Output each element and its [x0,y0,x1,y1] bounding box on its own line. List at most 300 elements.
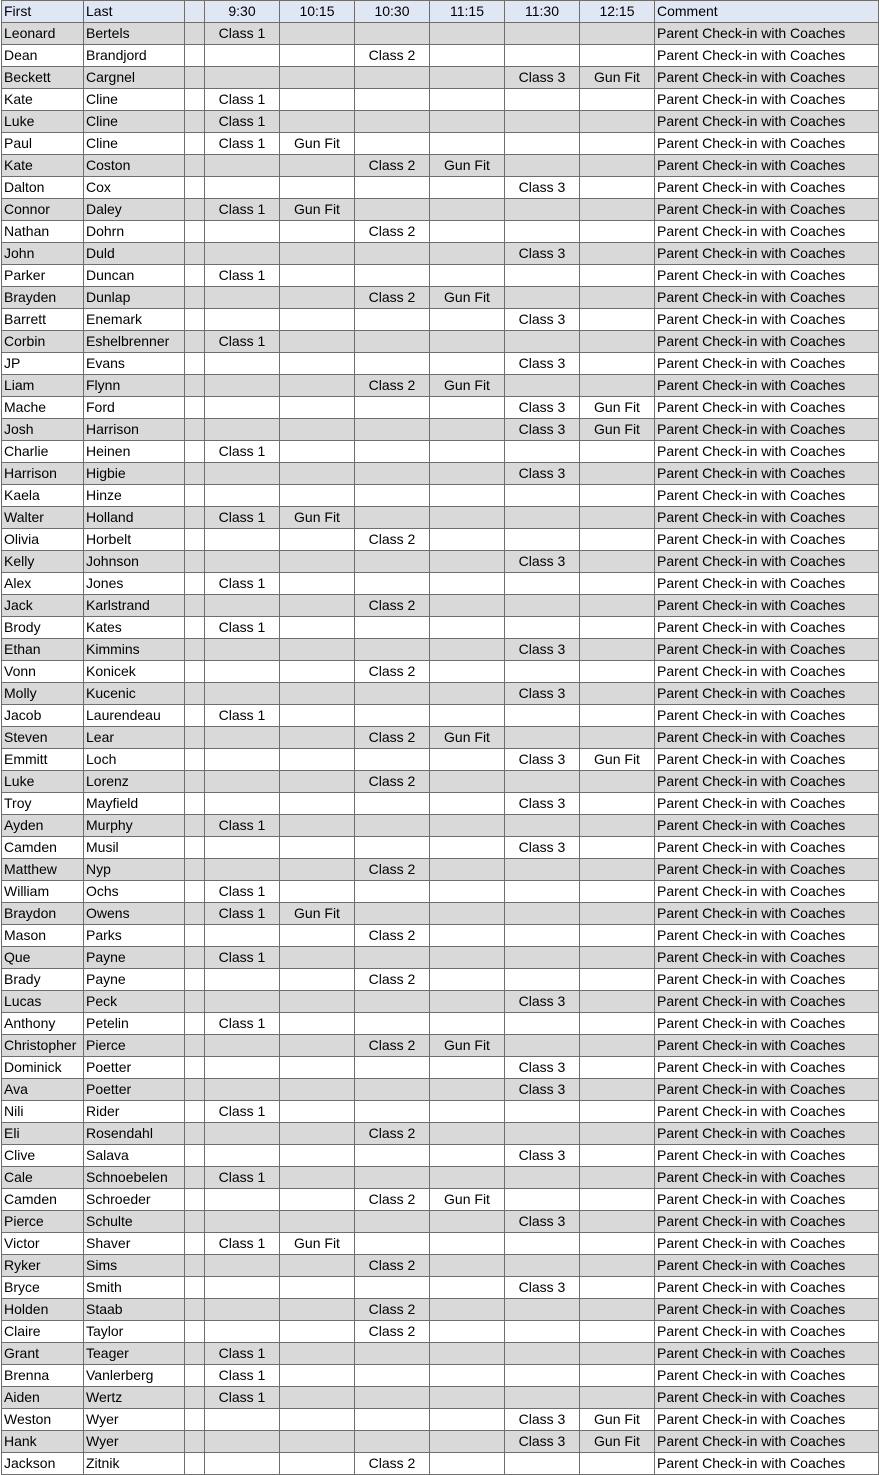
cell-slot-1130[interactable]: Class 3 [505,1145,580,1167]
cell-slot-1115[interactable] [430,947,505,969]
cell-first[interactable]: Luke [2,111,84,133]
cell-comment[interactable]: Parent Check-in with Coaches [655,23,879,45]
cell-slot-1130[interactable] [505,947,580,969]
cell-comment[interactable]: Parent Check-in with Coaches [655,243,879,265]
cell-slot-1215[interactable] [580,45,655,67]
cell-last[interactable]: Horbelt [84,529,185,551]
cell-first[interactable]: Clive [2,1145,84,1167]
cell-last[interactable]: Duncan [84,265,185,287]
cell-slot-930[interactable]: Class 1 [205,1387,280,1409]
cell-slot-930[interactable] [205,771,280,793]
cell-comment[interactable]: Parent Check-in with Coaches [655,1013,879,1035]
cell-slot-930[interactable]: Class 1 [205,815,280,837]
cell-comment[interactable]: Parent Check-in with Coaches [655,111,879,133]
cell-slot-1015[interactable] [280,991,355,1013]
cell-last[interactable]: Owens [84,903,185,925]
cell-first[interactable]: Kate [2,155,84,177]
cell-last[interactable]: Vanlerberg [84,1365,185,1387]
cell-slot-930[interactable] [205,1057,280,1079]
cell-comment[interactable]: Parent Check-in with Coaches [655,1233,879,1255]
cell-slot-1030[interactable] [355,1145,430,1167]
cell-first[interactable]: Corbin [2,331,84,353]
cell-comment[interactable]: Parent Check-in with Coaches [655,1167,879,1189]
cell-slot-1030[interactable] [355,353,430,375]
cell-last[interactable]: Laurendeau [84,705,185,727]
cell-slot-1130[interactable]: Class 3 [505,1409,580,1431]
cell-slot-1015[interactable] [280,309,355,331]
cell-last[interactable]: Dunlap [84,287,185,309]
cell-slot-1215[interactable] [580,1079,655,1101]
cell-slot-1015[interactable] [280,727,355,749]
cell-blank[interactable] [185,111,205,133]
cell-slot-1130[interactable]: Class 3 [505,991,580,1013]
cell-blank[interactable] [185,1123,205,1145]
cell-slot-930[interactable] [205,243,280,265]
cell-slot-1115[interactable] [430,639,505,661]
cell-slot-1215[interactable] [580,1189,655,1211]
cell-slot-1215[interactable] [580,485,655,507]
cell-slot-930[interactable] [205,1211,280,1233]
cell-slot-1015[interactable]: Gun Fit [280,903,355,925]
cell-slot-930[interactable] [205,727,280,749]
cell-first[interactable]: Que [2,947,84,969]
cell-slot-1130[interactable] [505,1035,580,1057]
cell-slot-1215[interactable] [580,793,655,815]
cell-slot-1130[interactable] [505,1453,580,1475]
cell-blank[interactable] [185,705,205,727]
cell-first[interactable]: Olivia [2,529,84,551]
cell-slot-1115[interactable] [430,1387,505,1409]
cell-slot-1130[interactable]: Class 3 [505,419,580,441]
cell-slot-1130[interactable] [505,375,580,397]
cell-slot-1115[interactable] [430,573,505,595]
cell-comment[interactable]: Parent Check-in with Coaches [655,1123,879,1145]
cell-first[interactable]: Leonard [2,23,84,45]
cell-slot-1130[interactable]: Class 3 [505,1079,580,1101]
cell-slot-1015[interactable] [280,1453,355,1475]
cell-last[interactable]: Brandjord [84,45,185,67]
cell-slot-1130[interactable] [505,331,580,353]
cell-slot-1030[interactable] [355,23,430,45]
cell-last[interactable]: Payne [84,969,185,991]
cell-slot-1130[interactable] [505,727,580,749]
cell-blank[interactable] [185,903,205,925]
cell-slot-1115[interactable] [430,331,505,353]
cell-slot-1015[interactable]: Gun Fit [280,133,355,155]
cell-last[interactable]: Mayfield [84,793,185,815]
cell-slot-1130[interactable]: Class 3 [505,793,580,815]
cell-first[interactable]: Kate [2,89,84,111]
cell-blank[interactable] [185,793,205,815]
cell-slot-1115[interactable] [430,1321,505,1343]
cell-slot-1030[interactable]: Class 2 [355,1255,430,1277]
cell-slot-930[interactable] [205,375,280,397]
cell-last[interactable]: Smith [84,1277,185,1299]
cell-comment[interactable]: Parent Check-in with Coaches [655,573,879,595]
cell-slot-930[interactable]: Class 1 [205,441,280,463]
cell-slot-1030[interactable] [355,397,430,419]
cell-slot-1215[interactable] [580,1343,655,1365]
cell-slot-1115[interactable]: Gun Fit [430,375,505,397]
cell-first[interactable]: Christopher [2,1035,84,1057]
cell-slot-1115[interactable] [430,991,505,1013]
cell-slot-1115[interactable] [430,1233,505,1255]
cell-blank[interactable] [185,529,205,551]
cell-blank[interactable] [185,133,205,155]
cell-slot-1215[interactable] [580,1299,655,1321]
cell-slot-1030[interactable]: Class 2 [355,1299,430,1321]
cell-slot-1130[interactable]: Class 3 [505,177,580,199]
cell-slot-1015[interactable]: Gun Fit [280,1233,355,1255]
cell-slot-930[interactable] [205,529,280,551]
cell-comment[interactable]: Parent Check-in with Coaches [655,133,879,155]
cell-blank[interactable] [185,199,205,221]
cell-comment[interactable]: Parent Check-in with Coaches [655,859,879,881]
cell-slot-1030[interactable]: Class 2 [355,529,430,551]
cell-slot-1215[interactable] [580,551,655,573]
cell-slot-1015[interactable] [280,1255,355,1277]
cell-slot-1115[interactable] [430,705,505,727]
cell-slot-1030[interactable] [355,551,430,573]
header-first[interactable]: First [2,1,84,23]
cell-slot-1130[interactable] [505,485,580,507]
cell-slot-1030[interactable] [355,1101,430,1123]
cell-first[interactable]: Kelly [2,551,84,573]
cell-slot-1115[interactable] [430,111,505,133]
cell-slot-1015[interactable] [280,1101,355,1123]
cell-comment[interactable]: Parent Check-in with Coaches [655,507,879,529]
cell-slot-1030[interactable]: Class 2 [355,969,430,991]
cell-slot-930[interactable] [205,925,280,947]
cell-blank[interactable] [185,1189,205,1211]
cell-first[interactable]: Camden [2,837,84,859]
cell-slot-1215[interactable]: Gun Fit [580,67,655,89]
cell-last[interactable]: Ford [84,397,185,419]
cell-slot-1115[interactable]: Gun Fit [430,1189,505,1211]
cell-slot-930[interactable] [205,595,280,617]
cell-slot-1115[interactable] [430,309,505,331]
cell-comment[interactable]: Parent Check-in with Coaches [655,771,879,793]
cell-slot-1215[interactable]: Gun Fit [580,1431,655,1453]
cell-slot-1015[interactable] [280,1343,355,1365]
cell-slot-1015[interactable] [280,969,355,991]
cell-slot-1030[interactable] [355,485,430,507]
cell-comment[interactable]: Parent Check-in with Coaches [655,595,879,617]
cell-slot-1130[interactable] [505,155,580,177]
cell-slot-1130[interactable]: Class 3 [505,1431,580,1453]
cell-last[interactable]: Daley [84,199,185,221]
cell-slot-1215[interactable] [580,23,655,45]
cell-slot-1130[interactable] [505,815,580,837]
cell-last[interactable]: Hinze [84,485,185,507]
cell-last[interactable]: Lorenz [84,771,185,793]
cell-slot-1015[interactable] [280,89,355,111]
cell-slot-1215[interactable] [580,1211,655,1233]
cell-last[interactable]: Coston [84,155,185,177]
cell-slot-1115[interactable] [430,1057,505,1079]
cell-slot-1115[interactable] [430,67,505,89]
cell-first[interactable]: Nathan [2,221,84,243]
cell-first[interactable]: Grant [2,1343,84,1365]
cell-slot-1215[interactable] [580,881,655,903]
cell-last[interactable]: Heinen [84,441,185,463]
cell-comment[interactable]: Parent Check-in with Coaches [655,67,879,89]
cell-blank[interactable] [185,177,205,199]
cell-comment[interactable]: Parent Check-in with Coaches [655,969,879,991]
cell-comment[interactable]: Parent Check-in with Coaches [655,1211,879,1233]
cell-slot-1015[interactable] [280,397,355,419]
cell-slot-930[interactable]: Class 1 [205,111,280,133]
cell-slot-1215[interactable] [580,661,655,683]
cell-slot-930[interactable]: Class 1 [205,705,280,727]
cell-slot-1015[interactable] [280,705,355,727]
cell-slot-1130[interactable] [505,199,580,221]
cell-slot-1015[interactable] [280,1035,355,1057]
cell-slot-1115[interactable] [430,771,505,793]
cell-slot-1115[interactable] [430,1013,505,1035]
cell-slot-1030[interactable] [355,749,430,771]
cell-slot-1115[interactable] [430,881,505,903]
cell-slot-1030[interactable] [355,815,430,837]
cell-first[interactable]: Mason [2,925,84,947]
cell-slot-930[interactable] [205,661,280,683]
cell-blank[interactable] [185,265,205,287]
cell-slot-1215[interactable] [580,815,655,837]
cell-slot-1115[interactable] [430,1145,505,1167]
cell-slot-1130[interactable] [505,441,580,463]
cell-slot-1030[interactable]: Class 2 [355,375,430,397]
cell-slot-930[interactable] [205,397,280,419]
cell-slot-1015[interactable] [280,265,355,287]
cell-first[interactable]: John [2,243,84,265]
cell-slot-1030[interactable] [355,507,430,529]
cell-slot-1115[interactable] [430,1123,505,1145]
cell-first[interactable]: Brenna [2,1365,84,1387]
cell-comment[interactable]: Parent Check-in with Coaches [655,375,879,397]
cell-last[interactable]: Loch [84,749,185,771]
cell-comment[interactable]: Parent Check-in with Coaches [655,265,879,287]
cell-slot-1030[interactable] [355,705,430,727]
cell-first[interactable]: Eli [2,1123,84,1145]
cell-slot-1130[interactable] [505,617,580,639]
cell-slot-1130[interactable] [505,771,580,793]
cell-slot-930[interactable] [205,1189,280,1211]
cell-comment[interactable]: Parent Check-in with Coaches [655,1057,879,1079]
cell-slot-1030[interactable]: Class 2 [355,1035,430,1057]
cell-slot-1015[interactable] [280,1189,355,1211]
cell-slot-1215[interactable] [580,903,655,925]
cell-slot-1030[interactable] [355,133,430,155]
cell-slot-1130[interactable] [505,1167,580,1189]
cell-comment[interactable]: Parent Check-in with Coaches [655,221,879,243]
cell-first[interactable]: Brayden [2,287,84,309]
cell-comment[interactable]: Parent Check-in with Coaches [655,551,879,573]
cell-slot-1115[interactable] [430,903,505,925]
cell-slot-1015[interactable] [280,617,355,639]
cell-blank[interactable] [185,991,205,1013]
cell-slot-1115[interactable] [430,617,505,639]
cell-slot-1130[interactable] [505,573,580,595]
cell-slot-1130[interactable] [505,1123,580,1145]
cell-slot-1115[interactable] [430,23,505,45]
cell-first[interactable]: Ava [2,1079,84,1101]
cell-last[interactable]: Bertels [84,23,185,45]
cell-slot-1130[interactable]: Class 3 [505,1057,580,1079]
cell-slot-1215[interactable] [580,595,655,617]
cell-slot-930[interactable] [205,1277,280,1299]
cell-slot-1015[interactable] [280,287,355,309]
cell-slot-1030[interactable]: Class 2 [355,45,430,67]
cell-slot-1115[interactable] [430,463,505,485]
cell-last[interactable]: Higbie [84,463,185,485]
cell-blank[interactable] [185,837,205,859]
cell-slot-1115[interactable] [430,243,505,265]
cell-first[interactable]: Victor [2,1233,84,1255]
cell-first[interactable]: Emmitt [2,749,84,771]
cell-slot-1030[interactable] [355,67,430,89]
cell-slot-1015[interactable] [280,661,355,683]
cell-slot-1215[interactable] [580,573,655,595]
cell-slot-1115[interactable] [430,793,505,815]
cell-last[interactable]: Peck [84,991,185,1013]
cell-blank[interactable] [185,551,205,573]
cell-first[interactable]: Jack [2,595,84,617]
cell-slot-1030[interactable] [355,947,430,969]
cell-slot-1215[interactable] [580,1277,655,1299]
cell-slot-1130[interactable] [505,23,580,45]
cell-slot-1115[interactable] [430,441,505,463]
cell-blank[interactable] [185,397,205,419]
cell-slot-930[interactable] [205,551,280,573]
cell-first[interactable]: Ryker [2,1255,84,1277]
cell-first[interactable]: Troy [2,793,84,815]
cell-last[interactable]: Teager [84,1343,185,1365]
cell-last[interactable]: Petelin [84,1013,185,1035]
cell-last[interactable]: Enemark [84,309,185,331]
cell-slot-1015[interactable] [280,749,355,771]
cell-last[interactable]: Nyp [84,859,185,881]
header-last[interactable]: Last [84,1,185,23]
cell-blank[interactable] [185,89,205,111]
cell-slot-1115[interactable] [430,177,505,199]
cell-slot-930[interactable] [205,683,280,705]
cell-slot-1130[interactable] [505,1299,580,1321]
cell-slot-1115[interactable] [430,1101,505,1123]
cell-blank[interactable] [185,815,205,837]
cell-slot-930[interactable] [205,67,280,89]
cell-slot-1015[interactable] [280,177,355,199]
cell-comment[interactable]: Parent Check-in with Coaches [655,89,879,111]
cell-slot-1215[interactable] [580,375,655,397]
cell-slot-1215[interactable] [580,177,655,199]
cell-slot-1130[interactable] [505,133,580,155]
cell-first[interactable]: Walter [2,507,84,529]
cell-slot-1130[interactable] [505,969,580,991]
cell-slot-1015[interactable] [280,375,355,397]
cell-comment[interactable]: Parent Check-in with Coaches [655,1431,879,1453]
cell-slot-930[interactable] [205,969,280,991]
cell-slot-1030[interactable] [355,1343,430,1365]
cell-slot-930[interactable]: Class 1 [205,133,280,155]
cell-last[interactable]: Cargnel [84,67,185,89]
cell-last[interactable]: Flynn [84,375,185,397]
cell-first[interactable]: Dalton [2,177,84,199]
cell-slot-1130[interactable] [505,221,580,243]
cell-slot-1015[interactable] [280,1277,355,1299]
cell-slot-1030[interactable]: Class 2 [355,925,430,947]
cell-comment[interactable]: Parent Check-in with Coaches [655,199,879,221]
cell-slot-1215[interactable] [580,89,655,111]
cell-slot-1030[interactable]: Class 2 [355,859,430,881]
cell-slot-1115[interactable] [430,815,505,837]
cell-first[interactable]: Harrison [2,463,84,485]
cell-slot-1030[interactable] [355,683,430,705]
cell-slot-1015[interactable] [280,1299,355,1321]
cell-blank[interactable] [185,1233,205,1255]
cell-slot-1115[interactable] [430,1255,505,1277]
cell-slot-1215[interactable] [580,287,655,309]
cell-slot-1030[interactable] [355,1431,430,1453]
cell-comment[interactable]: Parent Check-in with Coaches [655,1145,879,1167]
cell-slot-1115[interactable] [430,1343,505,1365]
cell-first[interactable]: Josh [2,419,84,441]
cell-slot-1015[interactable] [280,155,355,177]
cell-last[interactable]: Pierce [84,1035,185,1057]
cell-slot-930[interactable] [205,287,280,309]
cell-first[interactable]: Liam [2,375,84,397]
cell-first[interactable]: Anthony [2,1013,84,1035]
cell-slot-1030[interactable]: Class 2 [355,661,430,683]
cell-slot-1130[interactable]: Class 3 [505,749,580,771]
cell-slot-1130[interactable] [505,1189,580,1211]
cell-slot-930[interactable] [205,485,280,507]
cell-slot-1130[interactable]: Class 3 [505,683,580,705]
cell-slot-1015[interactable] [280,1167,355,1189]
cell-slot-1015[interactable] [280,331,355,353]
cell-first[interactable]: Ethan [2,639,84,661]
cell-slot-1215[interactable]: Gun Fit [580,397,655,419]
cell-slot-930[interactable] [205,991,280,1013]
cell-slot-1030[interactable] [355,1409,430,1431]
cell-slot-1115[interactable] [430,1453,505,1475]
cell-slot-1030[interactable] [355,837,430,859]
cell-last[interactable]: Rosendahl [84,1123,185,1145]
cell-slot-1015[interactable] [280,1387,355,1409]
cell-blank[interactable] [185,155,205,177]
cell-comment[interactable]: Parent Check-in with Coaches [655,529,879,551]
cell-slot-930[interactable]: Class 1 [205,1365,280,1387]
cell-last[interactable]: Taylor [84,1321,185,1343]
cell-first[interactable]: Charlie [2,441,84,463]
cell-slot-1130[interactable]: Class 3 [505,1277,580,1299]
cell-slot-1215[interactable] [580,1365,655,1387]
cell-comment[interactable]: Parent Check-in with Coaches [655,661,879,683]
cell-slot-1215[interactable] [580,529,655,551]
cell-slot-1130[interactable] [505,507,580,529]
cell-blank[interactable] [185,419,205,441]
cell-blank[interactable] [185,1145,205,1167]
cell-slot-1015[interactable] [280,23,355,45]
cell-slot-930[interactable] [205,1123,280,1145]
cell-slot-930[interactable] [205,837,280,859]
cell-first[interactable]: Parker [2,265,84,287]
cell-comment[interactable]: Parent Check-in with Coaches [655,309,879,331]
cell-slot-1115[interactable] [430,485,505,507]
cell-slot-1015[interactable] [280,243,355,265]
cell-slot-1215[interactable] [580,705,655,727]
cell-slot-1015[interactable] [280,111,355,133]
cell-slot-1130[interactable] [505,595,580,617]
